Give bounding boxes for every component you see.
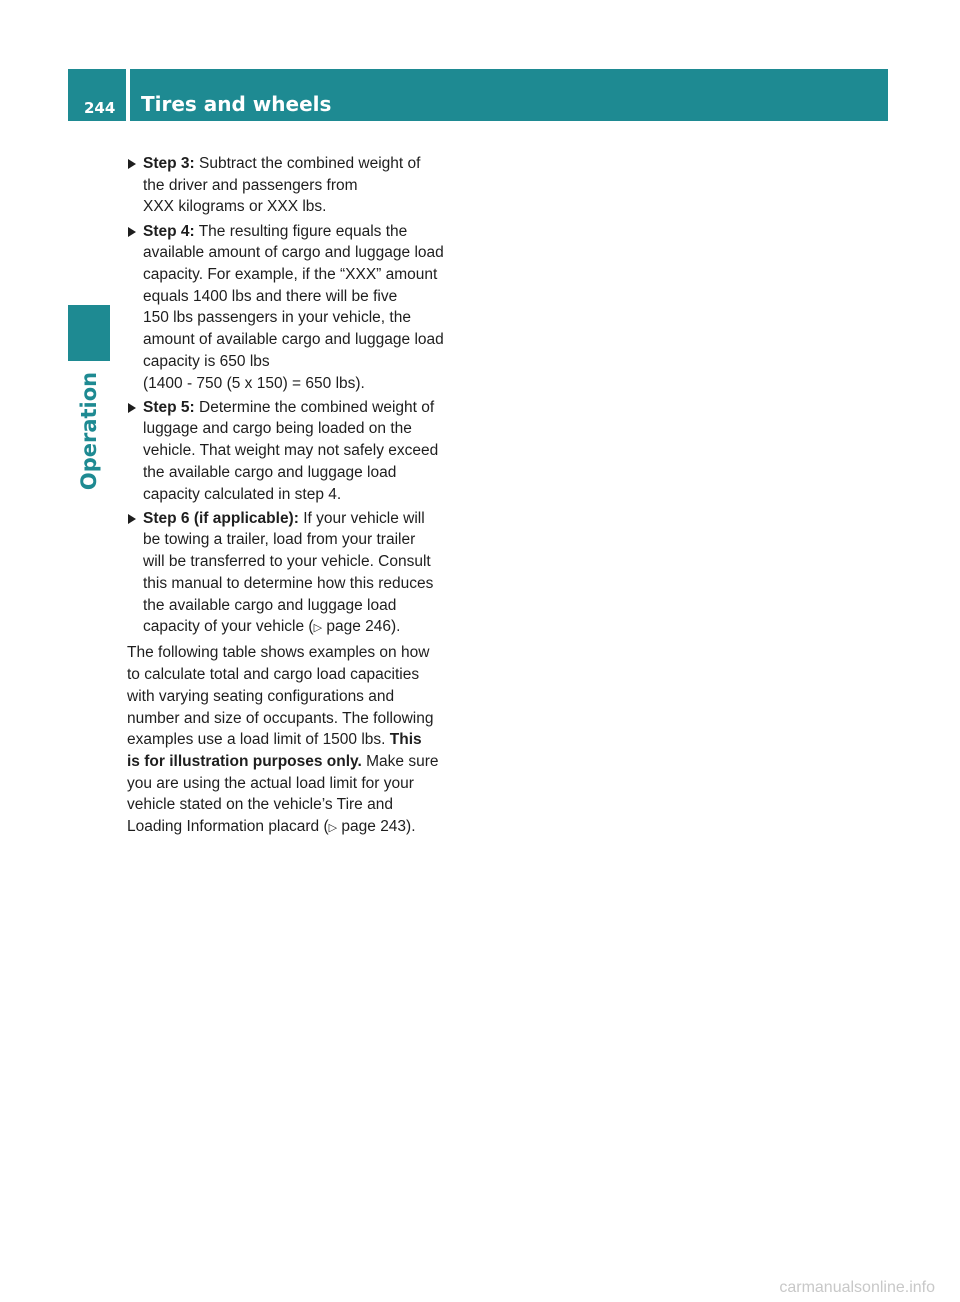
- step-line: the available cargo and luggage load: [143, 463, 397, 481]
- step-6: [127, 508, 463, 640]
- paragraph-line: vehicle stated on the vehicle’s Tire and: [127, 796, 393, 814]
- paragraph-text: Make sure: [361, 752, 439, 770]
- section-title-box: [130, 69, 888, 121]
- step-line: luggage and cargo being loaded on the: [143, 420, 412, 438]
- step-text: If your vehicle will: [303, 509, 425, 527]
- page-content: [127, 153, 463, 840]
- paragraph-line: The following table shows examples on how: [127, 644, 430, 662]
- page-header: [68, 69, 888, 121]
- step-3: [127, 153, 463, 218]
- chapter-label-text: Operation: [77, 371, 101, 491]
- page-reference-link[interactable]: page 246).: [322, 618, 401, 636]
- chapter-label: [68, 371, 110, 491]
- step-4: [127, 221, 463, 395]
- page-reference-icon: ▷: [313, 622, 323, 635]
- step-line: capacity. For example, if the “XXX” amount: [143, 266, 438, 284]
- step-label: Step 6 (if applicable):: [143, 509, 299, 527]
- step-line: the driver and passengers from: [143, 176, 358, 194]
- step-line: capacity calculated in step 4.: [143, 485, 342, 503]
- step-line: this manual to determine how this reduces: [143, 574, 434, 592]
- paragraph-text: Loading Information placard (: [127, 818, 329, 836]
- step-line: the available cargo and luggage load: [143, 596, 397, 614]
- paragraph-line: to calculate total and cargo load capacities: [127, 666, 420, 684]
- step-text: capacity of your vehicle (: [143, 618, 314, 636]
- step-text: Subtract the combined weight of: [199, 155, 421, 172]
- step-arrow-icon: [128, 227, 136, 237]
- paragraph-line: [127, 816, 463, 840]
- step-line: available amount of cargo and luggage load: [143, 244, 444, 262]
- step-label: Step 5:: [143, 398, 195, 416]
- page-number: 244: [84, 99, 116, 117]
- step-5: [127, 397, 463, 506]
- paragraph-line: number and size of occupants. The following: [127, 709, 434, 727]
- watermark: carmanualsonline.info: [779, 1279, 935, 1296]
- paragraph-line: you are using the actual load limit for your: [127, 774, 414, 792]
- step-line: [143, 616, 463, 640]
- step-line: [143, 153, 463, 175]
- step-arrow-icon: [128, 514, 136, 524]
- paragraph-line: [127, 751, 463, 773]
- step-line: [143, 397, 463, 419]
- paragraph-line: with varying seating configurations and: [127, 687, 395, 705]
- step-text: Determine the combined weight of: [199, 398, 435, 416]
- step-line: (1400 - 750 (5 x 150) = 650 lbs).: [143, 374, 365, 392]
- paragraph-line: [127, 729, 463, 751]
- emphasis-text: is for illustration purposes only.: [127, 752, 362, 770]
- chapter-tab: [68, 305, 110, 361]
- body-paragraph: [127, 642, 463, 839]
- page-reference-icon: ▷: [328, 822, 338, 835]
- step-line: [143, 221, 463, 243]
- step-line: [143, 508, 463, 530]
- page-number-box: [68, 69, 126, 121]
- step-line: amount of available cargo and luggage load: [143, 331, 444, 349]
- step-line: equals 1400 lbs and there will be five: [143, 287, 398, 305]
- step-line: 150 lbs passengers in your vehicle, the: [143, 309, 411, 327]
- paragraph-text: examples use a load limit of 1500 lbs.: [127, 731, 390, 749]
- section-title: Tires and wheels: [141, 92, 332, 116]
- step-label: Step 4:: [143, 222, 195, 240]
- step-arrow-icon: [128, 159, 136, 169]
- step-line: vehicle. That weight may not safely exceed: [143, 442, 439, 460]
- step-line: be towing a trailer, load from your trailer: [143, 531, 416, 549]
- step-arrow-icon: [128, 403, 136, 413]
- step-label: Step 3:: [143, 155, 195, 172]
- step-text: The resulting figure equals the: [198, 222, 408, 240]
- step-line: capacity is 650 lbs: [143, 352, 270, 370]
- page-reference-link[interactable]: page 243).: [337, 818, 416, 836]
- emphasis-text: This: [389, 731, 422, 749]
- step-line: will be transferred to your vehicle. Consult: [143, 553, 431, 571]
- step-line: XXX kilograms or XXX lbs.: [143, 198, 327, 216]
